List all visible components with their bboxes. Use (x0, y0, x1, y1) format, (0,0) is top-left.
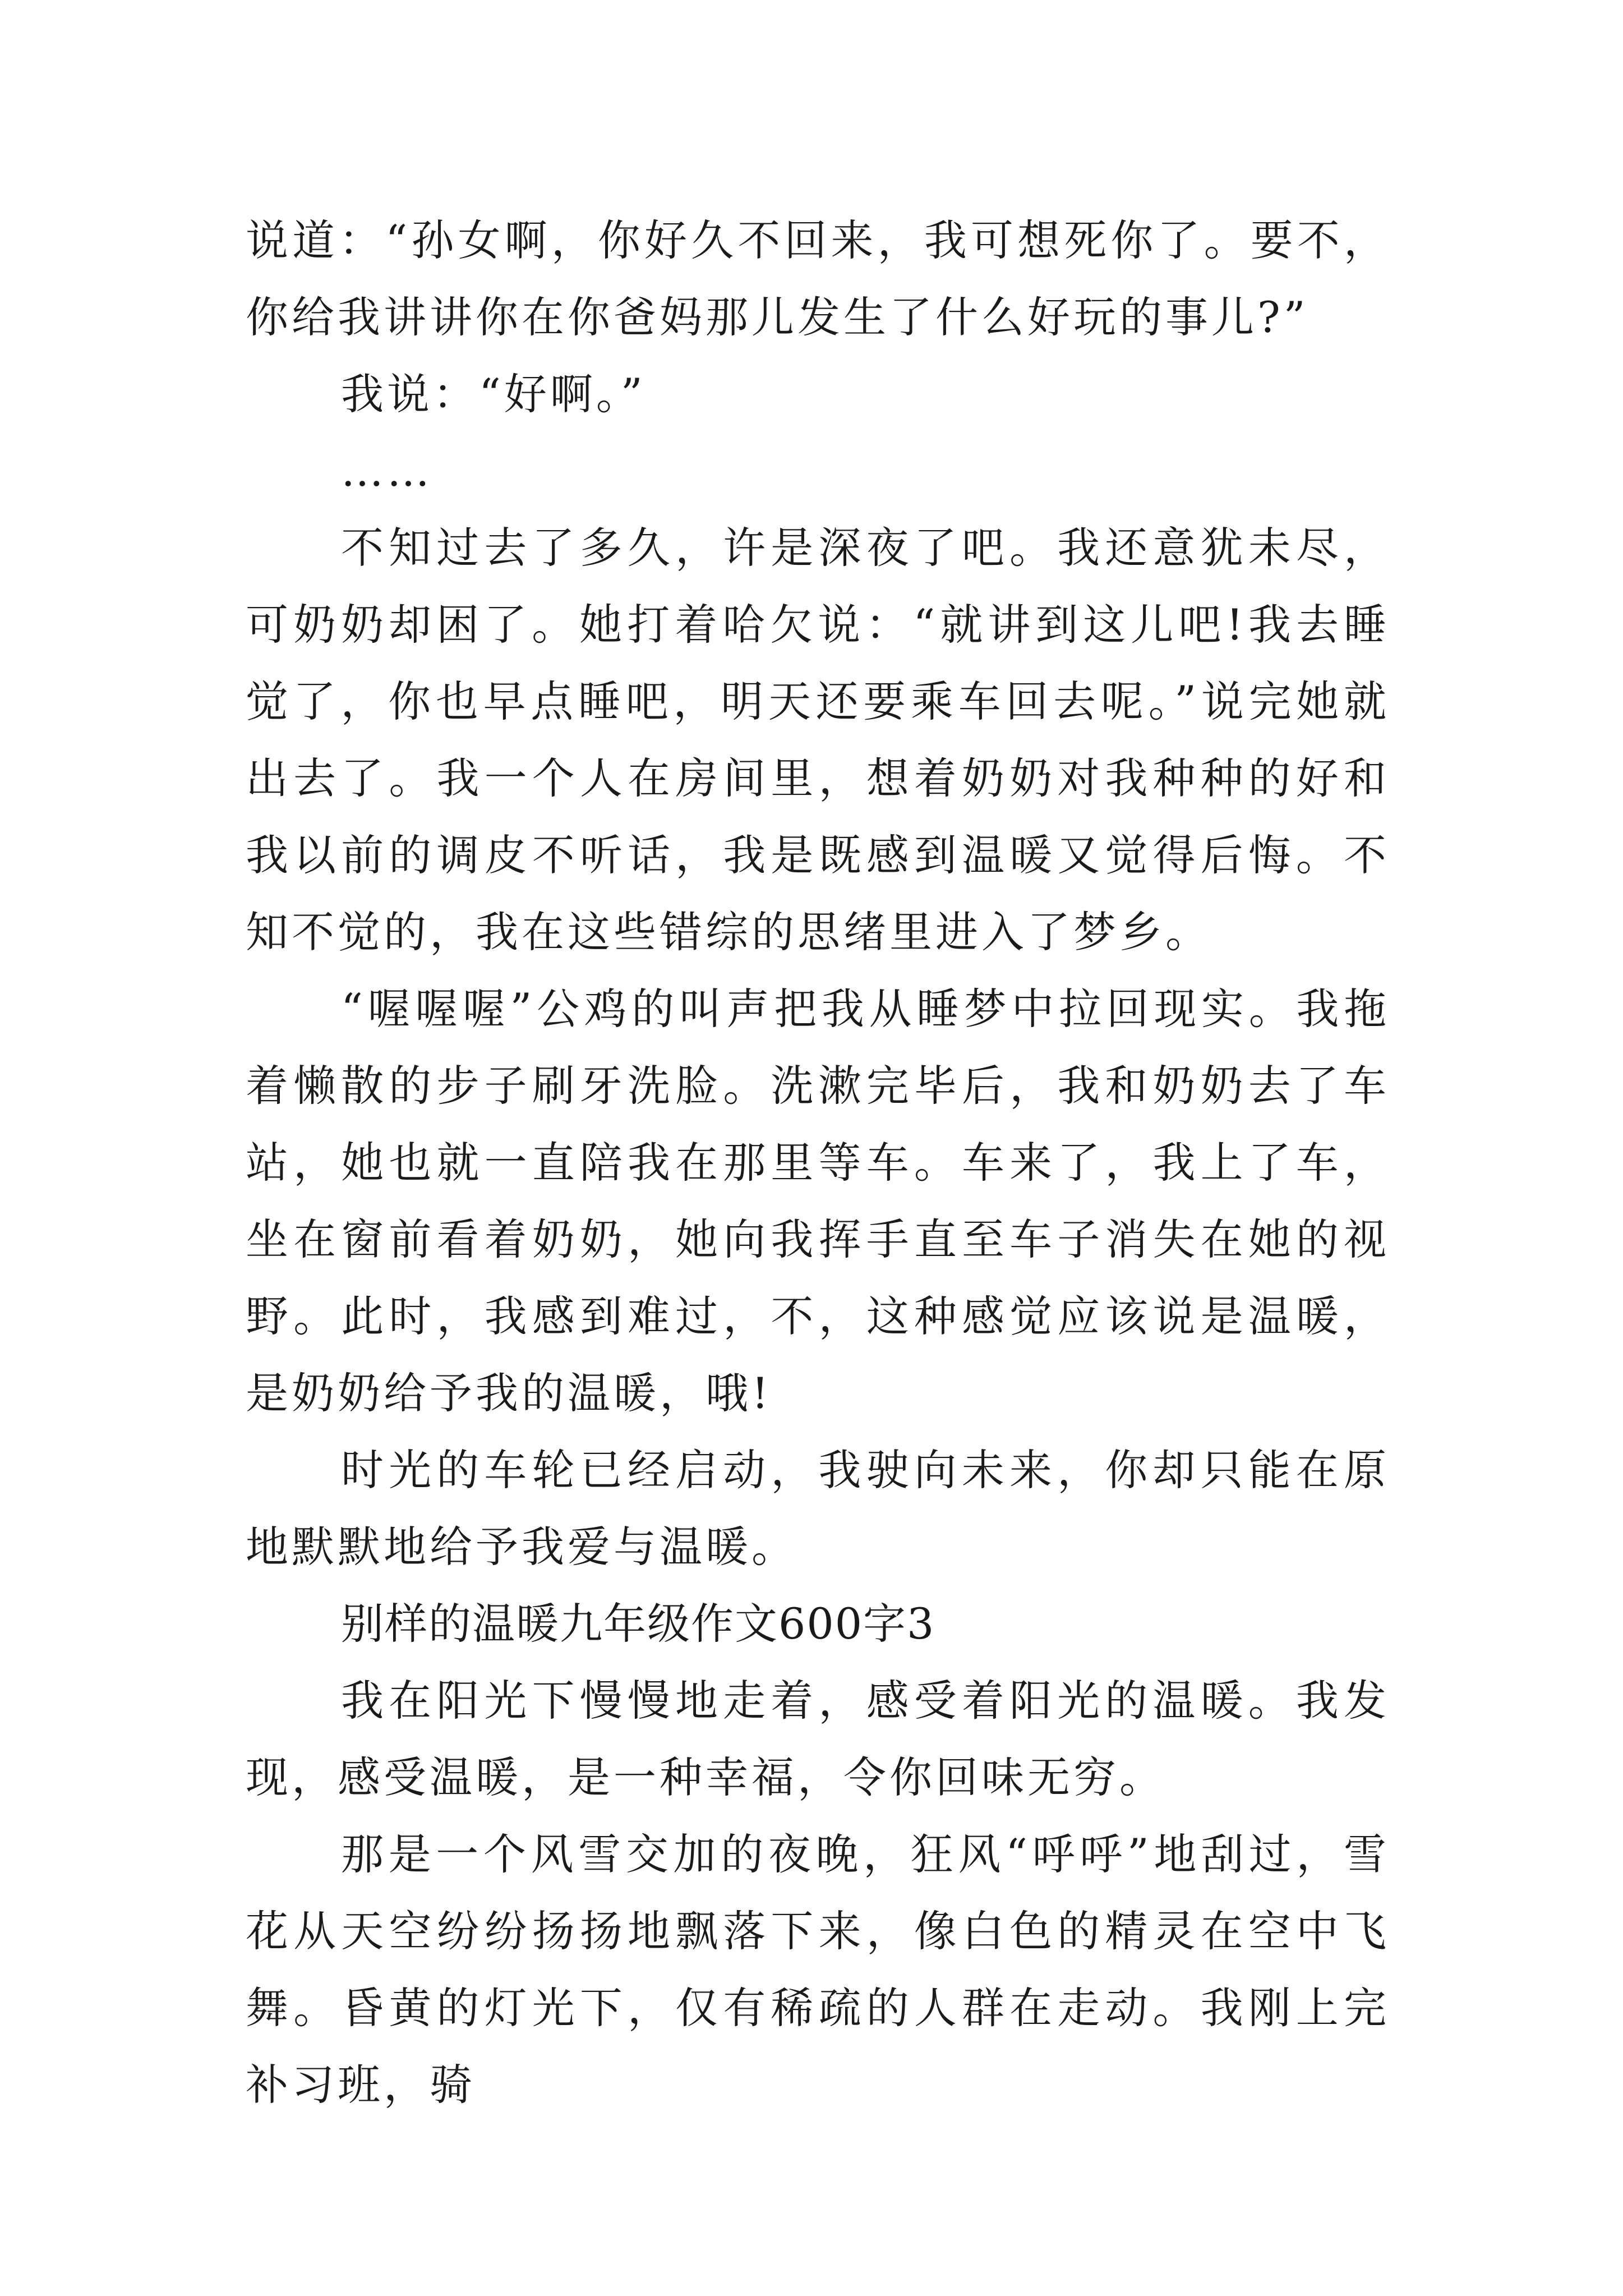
paragraph-ellipsis: …… (341, 446, 433, 496)
paragraph-morning: “喔喔喔”公鸡的叫声把我从睡梦中拉回现实。我拖着懒散的步子刷牙洗脸。洗漱完毕后，我和奶奶去了车站，她也就一直陪我在那里等车。车来了，我上了车，坐在窗前看着奶奶，她向我挥手直至车子消失在她的视野。此时，我感到难过，不，这种感觉应该说是温暖，是奶奶给予我的温暖，哦! (246, 984, 1390, 1418)
paragraph-dialogue: 我说：“好啊。” (341, 369, 646, 419)
paragraph-night: 不知过去了多久，许是深夜了吧。我还意犹未尽，可奶奶却困了。她打着哈欠说：“就讲到这儿吧!我去睡觉了，你也早点睡吧，明天还要乘车回去呢。”说完她就出去了。我一个人在房间里，想着奶奶对我种种的好和我以前的调皮不听话，我是既感到温暖又觉得后悔。不知不觉的，我在这些错综的思绪里进入了梦乡。 (246, 523, 1390, 957)
body-text (246, 202, 1390, 2123)
paragraph-continuation: 说道：“孙女啊，你好久不回来，我可想死你了。要不，你给我讲讲你在你爸妈那儿发生了什么好玩的事儿?” (246, 215, 1390, 342)
paragraph-time: 时光的车轮已经启动，我驶向未来，你却只能在原地默默地给予我爱与温暖。 (246, 1445, 1390, 1572)
essay-heading: 别样的温暖九年级作文600字3 (341, 1599, 935, 1649)
paragraph-snow-night: 那是一个风雪交加的夜晚，狂风“呼呼”地刮过，雪花从天空纷纷扬扬地飘落下来，像白色的精灵在空中飞舞。昏黄的灯光下，仅有稀疏的人群在走动。我刚上完补习班，骑 (246, 1829, 1390, 2110)
paragraph-sunlight: 我在阳光下慢慢地走着，感受着阳光的温暖。我发现，感受温暖，是一种幸福，令你回味无穷。 (246, 1676, 1390, 1802)
